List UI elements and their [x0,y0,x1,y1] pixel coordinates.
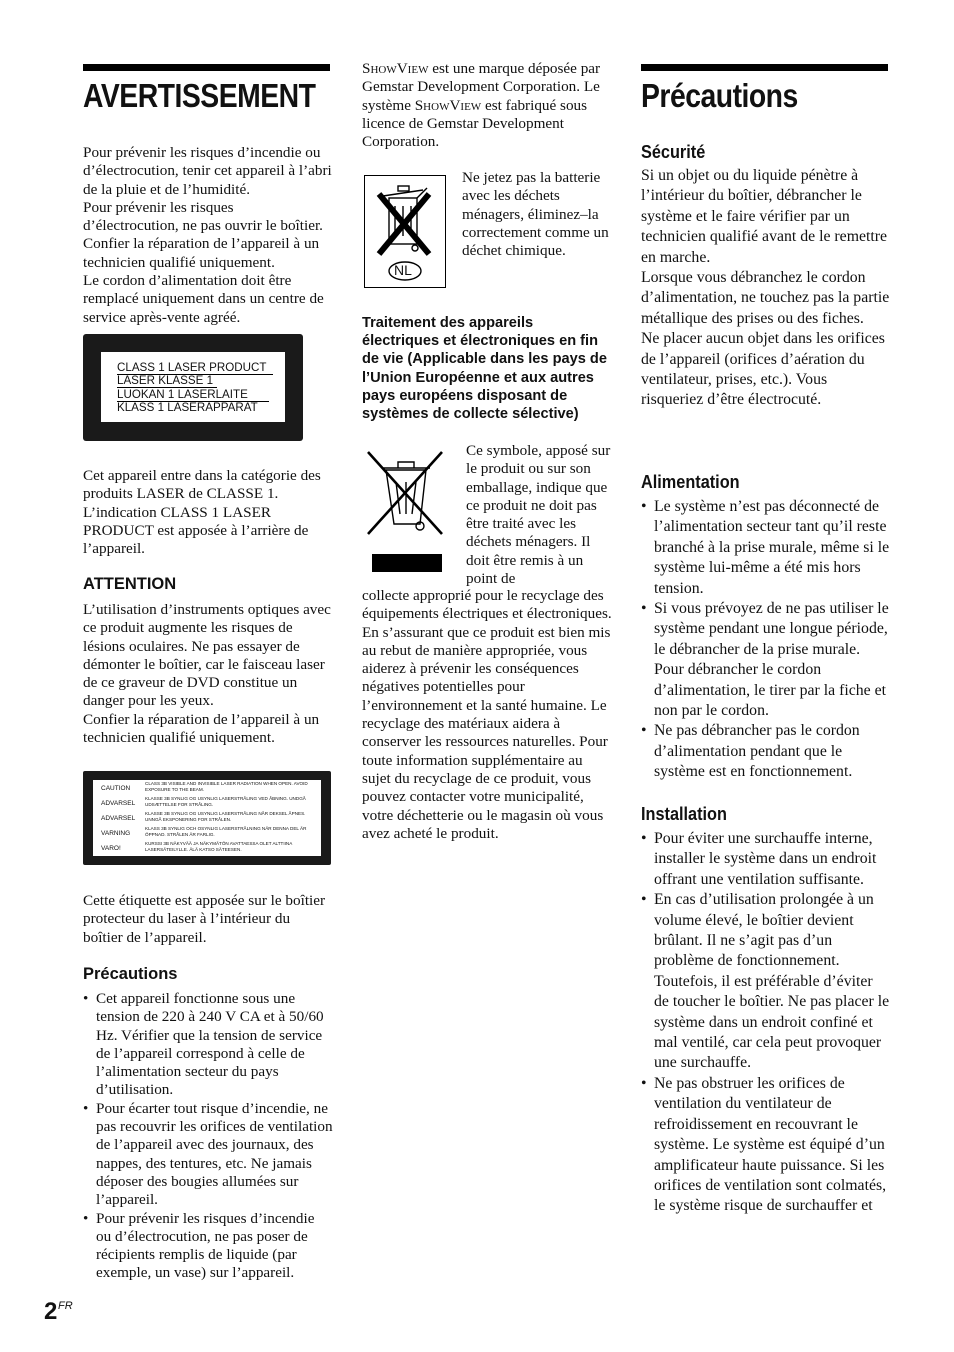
battery-disposal-icon [364,175,446,288]
page-number: 2 [44,1298,58,1325]
alimentation-heading: Alimentation [641,471,740,492]
list-item: • Pour prévenir les risques d’incendie ou d’électrocution, ne pas poser de récipients remplis de liquide (par exemple, un vase) sur l’appareil. [83,1210,333,1283]
list-item: • Cet appareil fonctionne sous une tension de 220 à 240 V CA et à 50/60 Hz. Vérifier que la tension de service de l’appareil correspond à celle de l’alimentation secteur du pays d’utilisation. [83,990,333,1100]
laser-label-line: KLASS 1 LASERAPPARAT [117,401,258,414]
battery-text [462,169,612,260]
caution-label-value: KLASSE 3B SYNLIG OG USYNLIG LASERSTRÅLING VED ÅBNING. UNDGÅ UDSÆTTELSE FOR STRÅLING. [145,796,306,807]
installation-heading: Installation [641,803,727,824]
page-title-avertissement: AVERTISSEMENT [83,77,316,114]
laser-label-line: CLASS 1 LASER PRODUCT [117,361,267,374]
list-item: • Si vous prévoyez de ne pas utiliser le système pendant une longue période, le débrancher de la prise murale. Pour débrancher le cordon d’alimentation, le tirer par la fiche et non par le cordon. [641,599,891,721]
securite-paragraph: Lorsque vous débranchez le cordon d’alimentation, ne touchez pas la partie métallique des prises ou des fiches. [641,269,890,327]
caution-label-row [93,841,321,856]
page-language: FR [58,1300,73,1312]
intro-paragraph: Pour prévenir les risques d’incendie ou d’électrocution, tenir cet appareil à l’abri de la pluie et de l’humidité. [83,144,332,198]
caution-label-key: CAUTION [101,785,131,792]
precautions-subheading: Précautions [83,965,178,983]
caution-label-value: KURSSI 3B NÄKYVÄÄ JA NÄKYMÄTÖN AVATTAESSA OLET ALTTIINA LASERSÄTEILYLLE. ÄLÄ KATSO SÄTEESEN. [145,841,293,852]
title-rule-right [641,64,888,71]
attention-paragraph: Confier la réparation de l’appareil à un technicien qualifié uniquement. [83,710,320,747]
caution-label-key: ADVARSEL [101,800,136,807]
showview-text-part: est une marque déposée par Gemstar Development Corporation. Le système [362,60,601,114]
installation-list [641,829,891,1217]
showview-trademark: ShowView [414,96,482,114]
caution-label-value: CLASS 3B VISIBLE AND INVISIBLE LASER RADIATION WHEN OPEN. AVOID EXPOSURE TO THE BEAM. [145,781,308,792]
attention-heading: ATTENTION [83,575,177,593]
weee-heading [362,314,612,423]
showview-paragraph [362,60,614,151]
weee-bin-icon [364,446,446,574]
caution-label-value: KLASS 3B SYNLIG OCH OSYNLIG LASERSTRÅLNING NÄR DENNA DEL ÄR ÖPPNAD. STRÅLEN ÄR FARLIG. [145,826,307,837]
precautions-list [83,990,333,1283]
showview-text-part: est fabriqué sous licence de Gemstar Development Corporation. [362,96,588,151]
list-item: • Le système n’est pas déconnecté de l’alimentation secteur tant qu’il reste branché à la prise murale, même si le système lui-même a été mis hors tension. [641,497,891,599]
weee-heading-text: Traitement des appareils électriques et électroniques en fin de vie (Applicable dans les pays de l’Union Européenne et aux autres pays européens disposant de systèmes de collecte sélective) [362,315,607,423]
laser-label-line: LUOKAN 1 LASERLAITE [117,388,248,401]
class-paragraph: L’indication CLASS 1 LASER PRODUCT est apposée à l’arrière de l’appareil. [83,503,309,558]
page-title-precautions: Précautions [641,77,798,114]
attention-text [83,601,333,747]
securite-paragraph: Si un objet ou du liquide pénètre à l’intérieur du boîtier, débrancher le système et le faire vérifier par un technicien qualifié avant de le remettre en marche. [641,167,888,266]
intro-paragraph: Le cordon d’alimentation doit être remplacé uniquement dans un centre de service après-vente agréé. [83,272,324,326]
weee-side-paragraph: Ce symbole, apposé sur le produit ou sur son emballage, indique que ce produit ne doit pas être traité avec les déchets ménagers. Il doit être remis à un point de [466,442,611,588]
laser-label-panel [101,352,285,422]
weee-full-text [362,587,614,843]
caution-label-row [93,781,321,796]
weee-side-text [466,442,614,588]
intro-text [83,144,333,327]
caution-label-key: ADVARSEL [101,815,136,822]
weee-full-paragraph: collecte approprié pour le recyclage des équipements électriques et électroniques. En s’assurant que ce produit est bien mis au rebut de manière appropriée, vous aiderez à prévenir les conséquences négatives potentielles pour l’environnement et la santé humaine. Le recyclage des matériaux aidera à conserver les ressources naturelles. Pour toute information supplémentaire au sujet du recyclage de ce produit, vous pouvez contacter votre municipalité, votre déchetterie ou le magasin où vous avez acheté le produit. [362,587,612,842]
crossed-wheelie-bin-icon [364,446,446,574]
securite-text [641,166,891,411]
showview-text [362,60,614,151]
laser-label-line: LASER KLASSE 1 [117,374,214,387]
list-item: • Ne pas obstruer les orifices de ventilation du ventilateur de refroidissement en recouvrant le système. Le système est équipé d’un amplificateur haute puissance. Si les orifices de ventilation sont colmatés, le système risque de surchauffer et [641,1074,891,1217]
intro-paragraph: Pour prévenir les risques d’électrocution, ne pas ouvrir le boîtier. Confier la réparation de l’appareil à un technicien qualifié uniquement. [83,198,323,271]
list-item: • Ne pas débrancher pas le cordon d’alimentation pendant que le système est en fonctionnement. [641,721,891,782]
caution-label-row [93,811,321,826]
caution-label-key: VARNING [101,830,131,837]
attention-paragraph: L’utilisation d’instruments optiques avec ce produit augmente les risques de lésions oculaires. Ne pas essayer de démonter le boîtier, car le faisceau laser de ce graveur de DVD constitue un danger pour les yeux. [83,601,331,710]
showview-trademark: ShowView [362,60,429,77]
caution-label-panel [93,780,321,856]
list-item: • Pour écarter tout risque d’incendie, ne pas recouvrir les orifices de ventilation de l’appareil avec des journaux, des nappes, des tentures, etc. Ne jamais déposer des bougies allumées sur l’appareil. [83,1100,333,1210]
list-item: • Pour éviter une surchauffe interne, installer le système dans un endroit offrant une ventilation suffisante. [641,829,891,890]
battery-paragraph: Ne jetez pas la batterie avec les déchets ménagers, éliminez–la correctement comme un déchet chimique. [462,169,609,260]
securite-heading: Sécurité [641,141,706,162]
label-location-text [83,892,333,947]
list-item: • En cas d’utilisation prolongée à un volume élevé, le boîtier devient brûlant. Il ne s’agit pas d’un problème de fonctionnement. Toutefois, il est préférable d’éviter de toucher le boîtier. Ne pas placer le système dans un endroit confiné et mal ventilé, car cela peut provoquer une surchauffe. [641,890,891,1074]
title-rule-left [83,64,330,71]
class1-laser-label [83,334,303,441]
label-location-paragraph: Cette étiquette est apposée sur le boîtier protecteur du laser à l’intérieur du boîtier de l’appareil. [83,892,326,946]
class-text [83,467,333,558]
caution-label-value: KLASSE 3B SYNLIG OG USYNLIG LASERSTRÅLING NÅR DEKSEL ÅPNES. UNNGÅ EKSPONERING FOR STRÅLEN. [145,811,306,822]
caution-laser-label [83,771,331,865]
nl-badge-text: NL [394,262,412,278]
class-paragraph: Cet appareil entre dans la catégorie des produits LASER de CLASSE 1. [83,467,321,503]
securite-paragraph: Ne placer aucun objet dans les orifices de l’appareil (orifices d’aération du ventilateur, prises, etc.). Vous risqueriez d’être électrocuté. [641,330,885,409]
caution-label-row [93,796,321,811]
alimentation-list [641,497,891,783]
caution-label-key: VARO! [101,845,121,852]
caution-label-row [93,826,321,841]
